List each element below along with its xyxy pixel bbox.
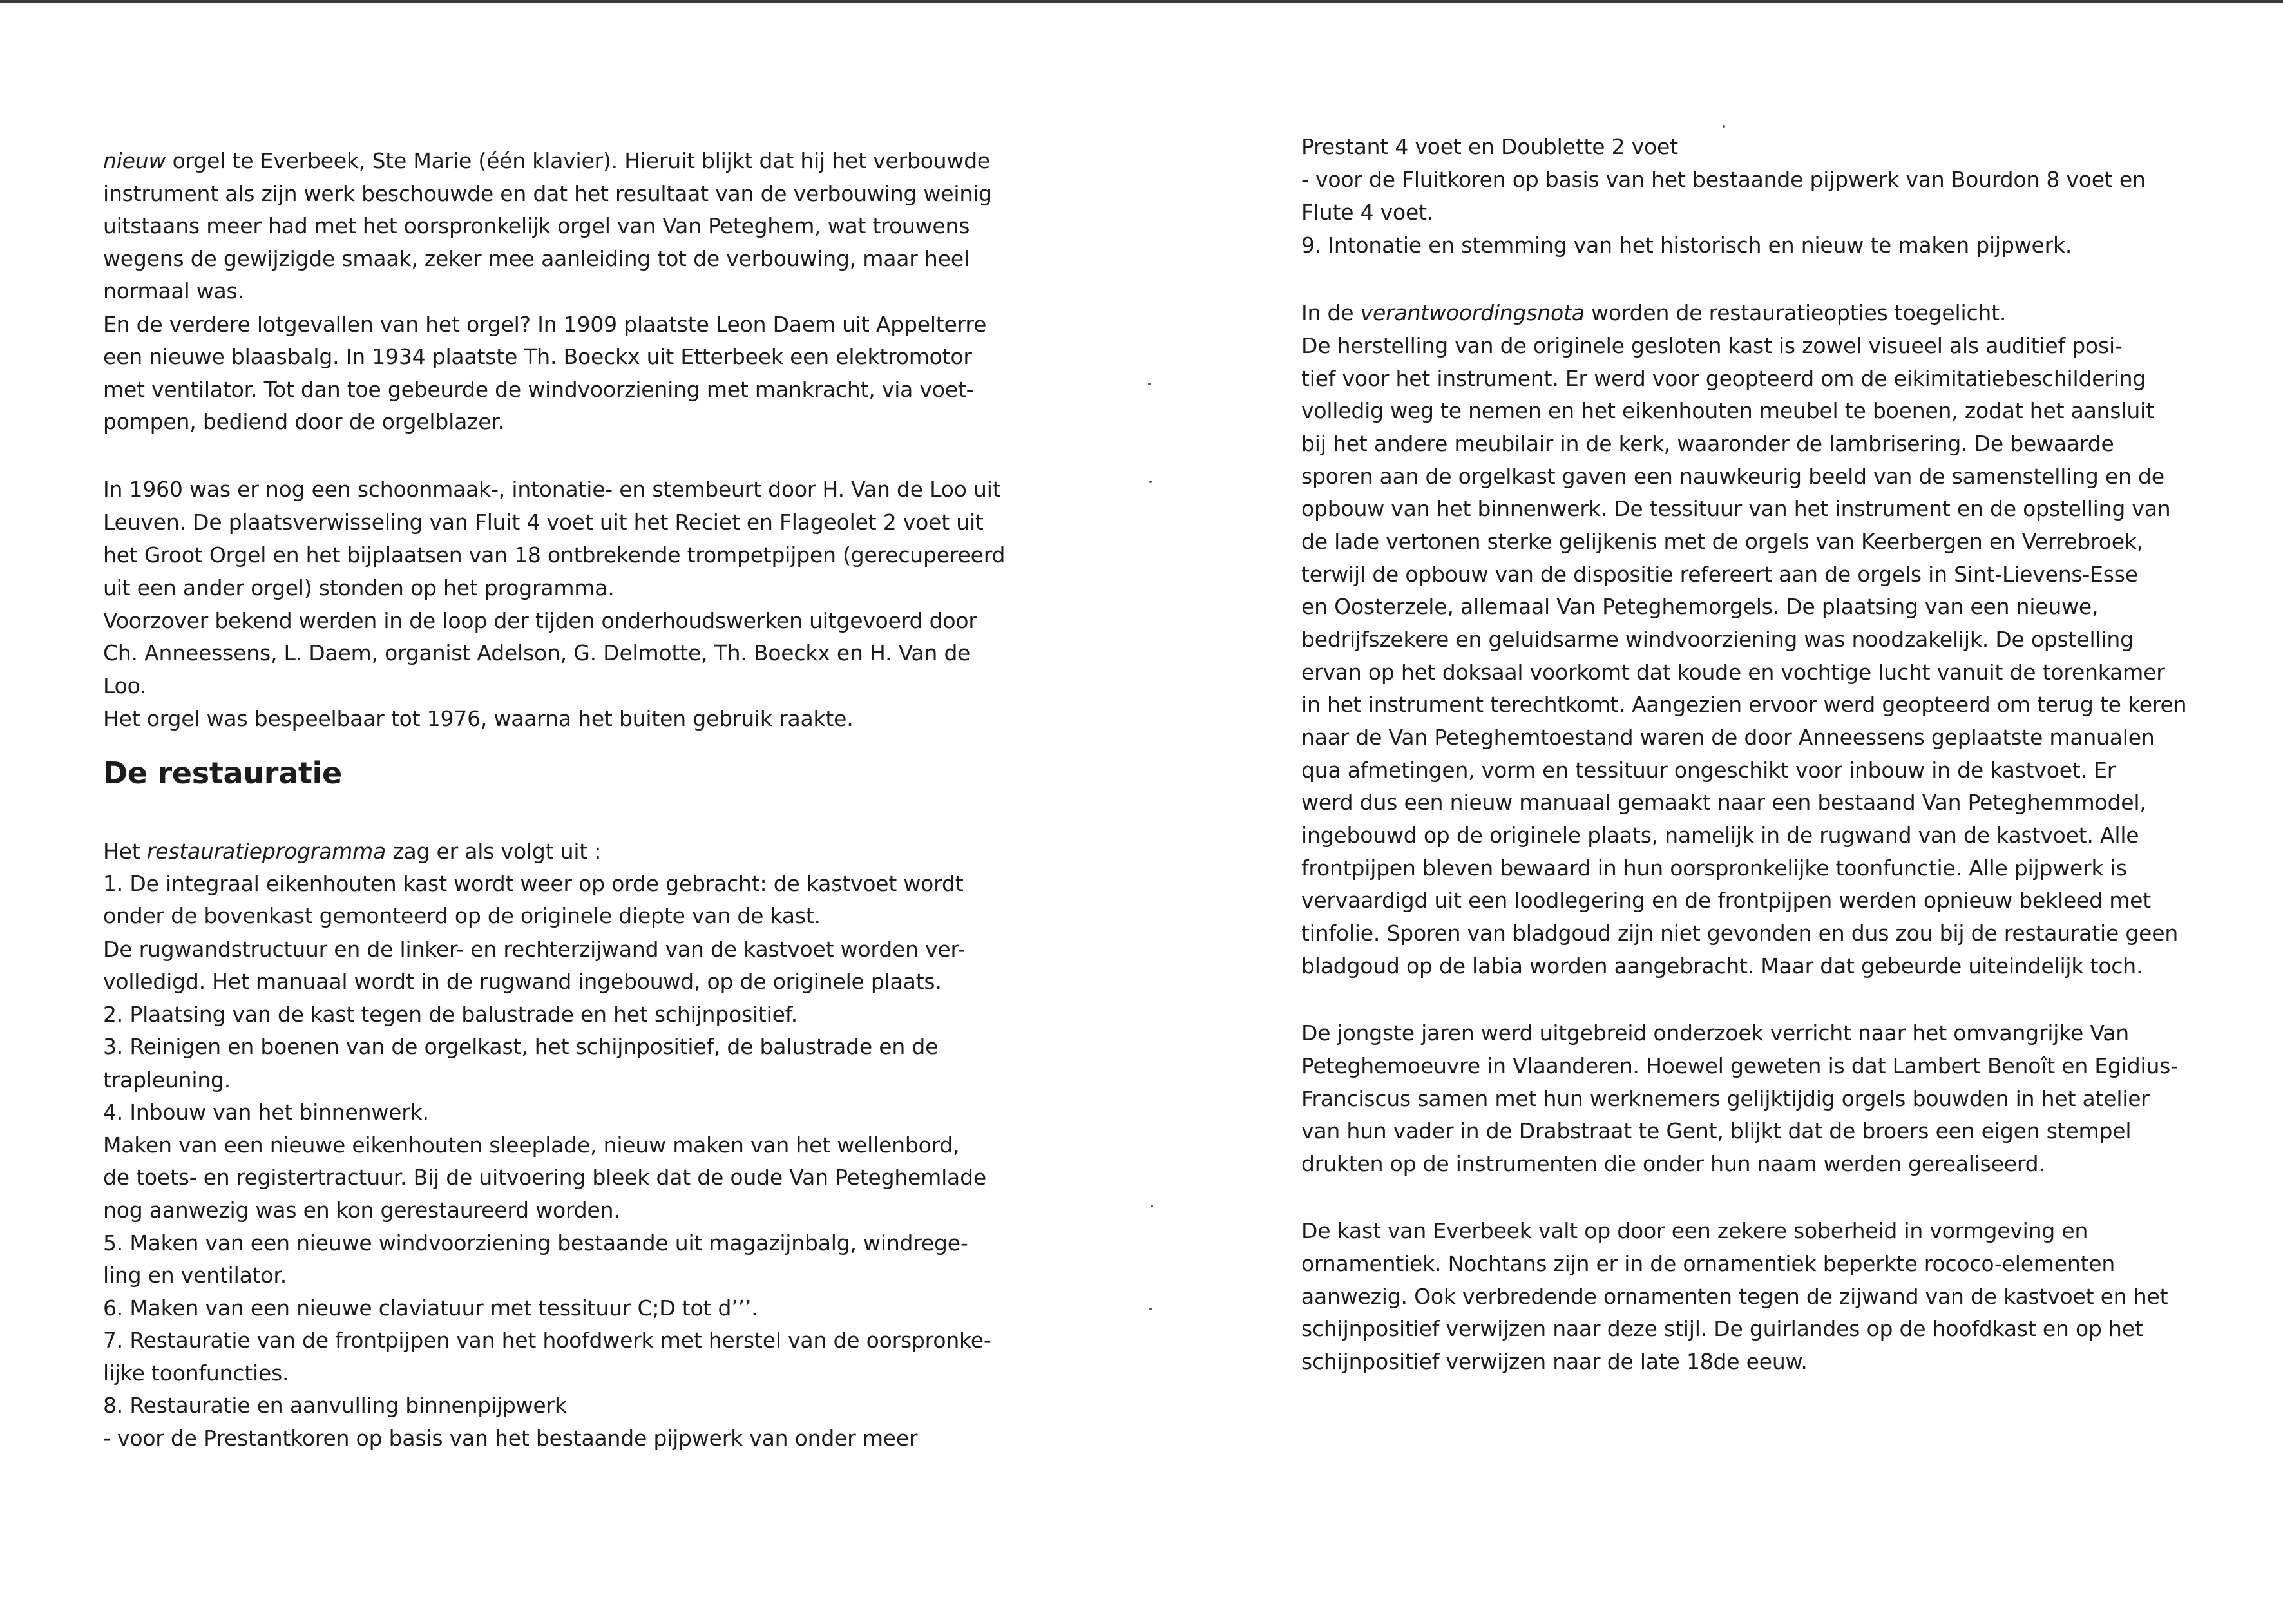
text-line: Franciscus samen met hun werknemers gelijktijdig orgels bouwden in het atelier	[1301, 1086, 2150, 1111]
text-line: aanwezig. Ook verbredende ornamenten tegen de zijwand van de kastvoet en het	[1301, 1284, 2168, 1309]
text-line: nog aanwezig was en kon gerestaureerd worden.	[103, 1198, 620, 1223]
emphasis-text: restauratieprogramma	[146, 839, 387, 864]
text-line: en Oosterzele, allemaal Van Peteghemorgels. De plaatsing van een nieuwe,	[1301, 594, 2099, 619]
text-line: Peteghemoeuvre in Vlaanderen. Hoewel geweten is dat Lambert Benoît en Egidius-	[1301, 1053, 2178, 1078]
text-line: trapleuning.	[103, 1067, 231, 1093]
text-line: De rugwandstructuur en de linker- en rechterzijwand van de kastvoet worden ver-	[103, 937, 966, 962]
text-line: van hun vader in de Drabstraat te Gent, blijkt dat de broers een eigen stempel	[1301, 1118, 2132, 1143]
text-line: Ch. Anneessens, L. Daem, organist Adelson, G. Delmotte, Th. Boeckx en H. Van de	[103, 640, 971, 665]
text-line: Prestant 4 voet en Doublette 2 voet	[1301, 134, 1678, 159]
text-line: uit een ander orgel) stonden op het programma.	[103, 575, 615, 600]
text-line: tief voor het instrument. Er werd voor geopteerd om de eikimitatiebeschildering	[1301, 366, 2146, 391]
text-line: volledig weg te nemen en het eikenhouten meubel te boenen, zodat het aansluit	[1301, 398, 2154, 423]
text-line: tinfolie. Sporen van bladgoud zijn niet gevonden en dus zou bij de restauratie geen	[1301, 921, 2179, 946]
text-line: 2. Plaatsing van de kast tegen de balustrade en het schijnpositief.	[103, 1002, 798, 1027]
text-line: onder de bovenkast gemonteerd op de originele diepte van de kast.	[103, 903, 821, 928]
text-line: Het orgel was bespeelbaar tot 1976, waarna het buiten gebruik raakte.	[103, 706, 854, 731]
text-line: Maken van een nieuwe eikenhouten sleeplade, nieuw maken van het wellenbord,	[103, 1132, 960, 1158]
text-line: wegens de gewijzigde smaak, zeker mee aanleiding tot de verbouwing, maar heel	[103, 246, 970, 271]
text-line: een nieuwe blaasbalg. In 1934 plaatste Th. Boeckx uit Etterbeek een elektromotor	[103, 344, 972, 369]
text-line: 3. Reinigen en boenen van de orgelkast, het schijnpositief, de balustrade en de	[103, 1034, 939, 1059]
text-line: opbouw van het binnenwerk. De tessituur van het instrument en de opstelling van	[1301, 496, 2171, 521]
text-line: werd dus een nieuw manuaal gemaakt naar een bestaand Van Peteghemmodel,	[1301, 790, 2146, 815]
text-line: In 1960 was er nog een schoonmaak-, intonatie- en stembeurt door H. Van de Loo uit	[103, 477, 1001, 502]
line-text: Het	[103, 839, 147, 864]
text-line: pompen, bediend door de orgelblazer.	[103, 409, 504, 434]
text-line: lijke toonfuncties.	[103, 1361, 289, 1386]
text-line	[103, 837, 601, 866]
text-line: de lade vertonen sterke gelijkenis met de orgels van Keerbergen en Verrebroek,	[1301, 529, 2144, 554]
text-line: in het instrument terechtkomt. Aangezien ervoor werd geopteerd om terug te keren	[1301, 692, 2187, 717]
text-line: Voorzover bekend werden in de loop der tijden onderhoudswerken uitgevoerd door	[103, 608, 977, 633]
emphasis-text: verantwoordingsnota	[1360, 300, 1585, 325]
text-line: ingebouwd op de originele plaats, namelijk in de rugwand van de kastvoet. Alle	[1301, 823, 2139, 848]
text-line: met ventilator. Tot dan toe gebeurde de windvoorziening met mankracht, via voet-	[103, 377, 974, 402]
text-line: frontpijpen bleven bewaard in hun oorspronkelijke toonfunctie. Alle pijpwerk is	[1301, 855, 2127, 881]
text-line: terwijl de opbouw van de dispositie refereert aan de orgels in Sint-Lievens-Esse	[1301, 562, 2138, 587]
text-line: naar de Van Peteghemtoestand waren de door Anneessens geplaatste manualen	[1301, 725, 2155, 750]
text-line: schijnpositief verwijzen naar deze stijl. De guirlandes op de hoofdkast en op het	[1301, 1316, 2143, 1341]
gutter-speck	[1148, 383, 1151, 385]
text-line: vervaardigd uit een loodlegering en de frontpijpen werden opnieuw bekleed met	[1301, 888, 2151, 913]
gutter-speck	[1151, 1205, 1153, 1207]
text-line: Leuven. De plaatsverwisseling van Fluit 4 voet uit het Reciet en Flageolet 2 voet uit	[103, 510, 984, 535]
text-line: volledigd. Het manuaal wordt in de rugwand ingebouwd, op de originele plaats.	[103, 969, 942, 994]
gutter-speck	[1723, 125, 1725, 128]
text-line: ervan op het doksaal voorkomt dat koude en vochtige lucht vanuit de torenkamer	[1301, 660, 2165, 685]
text-line: 5. Maken van een nieuwe windvoorziening bestaande uit magazijnbalg, windrege-	[103, 1230, 968, 1256]
text-line	[1301, 299, 2006, 327]
text-line: De jongste jaren werd uitgebreid onderzoek verricht naar het omvangrijke Van	[1301, 1020, 2129, 1046]
gutter-speck	[1149, 481, 1152, 483]
text-line: - voor de Prestantkoren op basis van het bestaande pijpwerk van onder meer	[103, 1426, 918, 1451]
text-line: instrument als zijn werk beschouwde en dat het resultaat van de verbouwing weinig	[103, 181, 992, 206]
text-line: qua afmetingen, vorm en tessituur ongeschikt voor inbouw in de kastvoet. Er	[1301, 758, 2116, 783]
line-text: worden de restauratieopties toegelicht.	[1584, 300, 2007, 325]
text-line: uitstaans meer had met het oorspronkelijk orgel van Van Peteghem, wat trouwens	[103, 213, 970, 238]
text-line: En de verdere lotgevallen van het orgel? In 1909 plaatste Leon Daem uit Appelterre	[103, 312, 987, 337]
text-line: - voor de Fluitkoren op basis van het bestaande pijpwerk van Bourdon 8 voet en	[1301, 167, 2146, 192]
scan-top-edge	[0, 0, 2283, 3]
text-line: Loo.	[103, 673, 147, 698]
text-line: bij het andere meubilair in de kerk, waaronder de lambrisering. De bewaarde	[1301, 431, 2114, 456]
text-line	[103, 147, 990, 175]
gutter-speck	[1149, 1308, 1152, 1310]
line-text: orgel te Everbeek, Ste Marie (één klavier). Hieruit blijkt dat hij het verbouwde	[166, 148, 991, 173]
text-line: 9. Intonatie en stemming van het historisch en nieuw te maken pijpwerk.	[1301, 233, 2072, 258]
section-heading: De restauratie	[103, 756, 342, 790]
text-line: Flute 4 voet.	[1301, 200, 1434, 225]
text-line: het Groot Orgel en het bijplaatsen van 18 ontbrekende trompetpijpen (gerecupereerd	[103, 542, 1006, 568]
text-line: ornamentiek. Nochtans zijn er in de ornamentiek beperkte rococo-elementen	[1301, 1251, 2116, 1276]
text-line: De kast van Everbeek valt op door een zekere soberheid in vormgeving en	[1301, 1218, 2088, 1243]
text-line: 1. De integraal eikenhouten kast wordt weer op orde gebracht: de kastvoet wordt	[103, 871, 964, 896]
line-text: In de	[1301, 300, 1361, 325]
text-line: 4. Inbouw van het binnenwerk.	[103, 1100, 429, 1125]
text-line: De herstelling van de originele gesloten kast is zowel visueel als auditief posi-	[1301, 333, 2123, 358]
text-line: drukten op de instrumenten die onder hun naam werden gerealiseerd.	[1301, 1151, 2045, 1176]
emphasis-text: nieuw	[103, 148, 166, 173]
text-line: bedrijfszekere en geluidsarme windvoorziening was noodzakelijk. De opstelling	[1301, 627, 2134, 652]
text-line: 7. Restauratie van de frontpijpen van het hoofdwerk met herstel van de oorspronke-	[103, 1328, 991, 1353]
text-line: normaal was.	[103, 278, 244, 303]
text-line: de toets- en registertractuur. Bij de uitvoering bleek dat de oude Van Peteghemlade	[103, 1165, 986, 1190]
text-line: sporen aan de orgelkast gaven een nauwkeurig beeld van de samenstelling en de	[1301, 464, 2164, 489]
text-line: schijnpositief verwijzen naar de late 18de eeuw.	[1301, 1349, 1808, 1374]
text-line: ling en ventilator.	[103, 1263, 287, 1288]
text-line: 8. Restauratie en aanvulling binnenpijpwerk	[103, 1393, 567, 1418]
text-line: 6. Maken van een nieuwe claviatuur met tessituur C;D tot d’’’.	[103, 1295, 758, 1321]
line-text: zag er als volgt uit :	[386, 839, 602, 864]
text-line: bladgoud op de labia worden aangebracht. Maar dat gebeurde uiteindelijk toch.	[1301, 953, 2143, 979]
